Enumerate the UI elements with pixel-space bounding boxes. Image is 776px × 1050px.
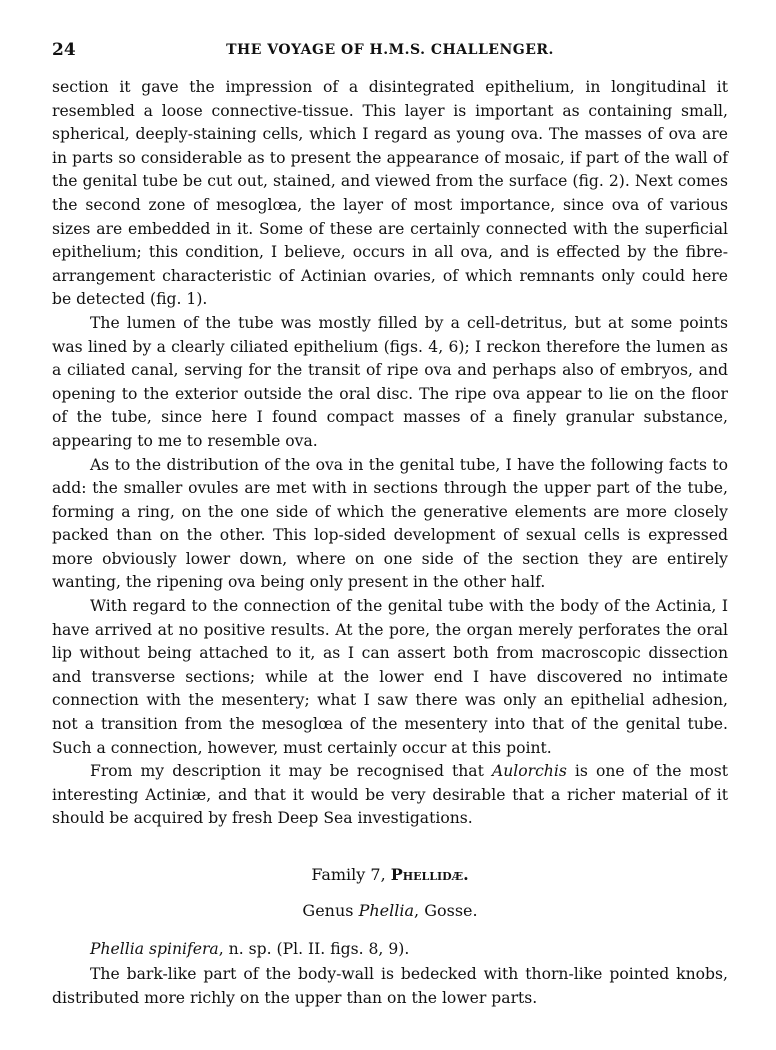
species-heading	[52, 937, 728, 961]
species-name: Phellia spinifera	[90, 940, 219, 958]
species-reference: , n. sp. (Pl. II. figs. 8, 9).	[218, 940, 410, 958]
running-title: THE VOYAGE OF H.M.S. CHALLENGER.	[226, 42, 554, 58]
paragraph-4: With regard to the connection of the genital tube with the body of the Actinia, I have arrived at no positive results. At the pore, the organ merely perforates the oral lip without being attached to it, as I can assert both from macroscopic dissection and transverse sections; while at the lower end I have discovered no intimate connection with the mesentery; what I saw there was only an epithelial adhesion, not a transition from the mesoglœa of the mesentery into that of the genital tube. Such a connection, however, must certainly occur at this point.	[52, 597, 728, 757]
genus-heading-name: Phellia	[358, 901, 415, 920]
page-number: 24	[52, 40, 76, 60]
final-paragraph: The bark-like part of the body-wall is bedecked with thorn-like pointed knobs, distributed more richly on the upper than on the lower parts.	[52, 965, 728, 1007]
family-heading-name: Phellidæ.	[390, 865, 469, 884]
paragraph-3: As to the distribution of the ova in the genital tube, I have the following facts to add: the smaller ovules are met with in sections through the upper part of the tube, forming a ring, on the one side of which the generative elements are more closely packed than on the other. This lop-sided development of sexual cells is expressed more obviously lower down, where on one side of the section they are entirely wanting, the ripening ova being only present in the other half.	[52, 455, 728, 592]
genus-name-aulorchis: Aulorchis	[491, 762, 567, 781]
genus-heading-author: , Gosse.	[414, 901, 478, 920]
paragraph-1: section it gave the impression of a disintegrated epithelium, in longitudinal it resembled a loose connective-tissue. This layer is important as containing small, spherical, deeply-staining cells, which I regard as young ova. The masses of ova are in parts so considerable as to present the appearance of mosaic, if part of the wall of the genital tube be cut out, stained, and viewed from the surface (fig. 2). Next comes the second zone of mesoglœa, the layer of most importance, since ova of various sizes are embedded in it. Some of these are certainly connected with the superficial epithelium; this condition, I believe, occurs in all ova, and is effected by the fibre-arrangement characteristic of Actinian ovaries, of which remnants only could here be detected (fig. 1).	[52, 78, 728, 309]
paragraph-2: The lumen of the tube was mostly filled by a cell-detritus, but at some points was lined by a clearly ciliated epithelium (figs. 4, 6); I reckon therefore the lumen as a ciliated canal, serving for the transit of ripe ova and perhaps also of embryos, and opening to the exterior outside the oral disc. The ripe ova appear to lie on the floor of the tube, since here I found compact masses of a finely granular substance, appearing to me to resemble ova.	[52, 313, 728, 450]
page	[52, 40, 728, 1010]
running-head	[52, 40, 728, 64]
paragraph-5-before: From my description it may be recognised that	[90, 762, 492, 781]
genus-heading	[52, 899, 728, 923]
family-heading-prefix: Family 7,	[311, 865, 391, 884]
family-heading	[52, 863, 728, 887]
paragraph-5-after: is one of the most interesting Actiniæ, and that it would be very desirable that a richer material of it should be acquired by fresh Deep Sea investigations.	[52, 762, 728, 828]
paragraph-5	[52, 760, 728, 831]
genus-heading-prefix: Genus	[302, 901, 359, 920]
